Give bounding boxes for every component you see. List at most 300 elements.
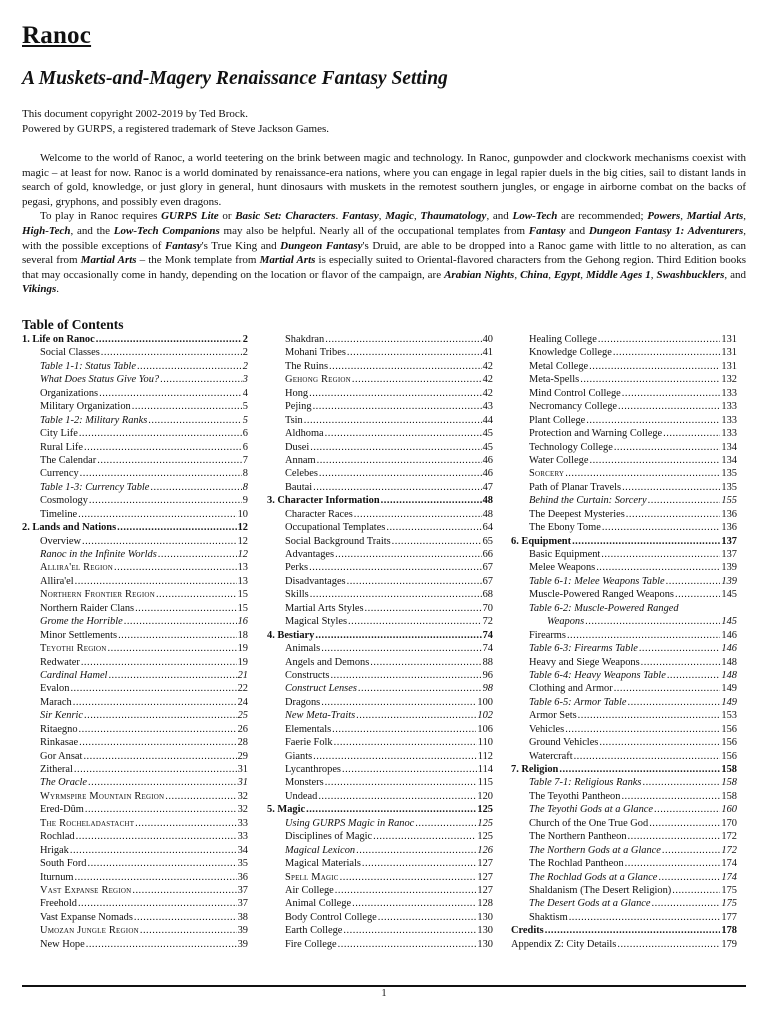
toc-entry[interactable] — [22, 535, 248, 548]
toc-entry-label: What Does Status Give You? — [40, 374, 160, 386]
toc-entry-label: Path of Planar Travels — [529, 481, 622, 493]
toc-entry[interactable] — [267, 602, 493, 615]
toc-entry[interactable] — [22, 373, 248, 386]
toc-leader-dots — [70, 682, 236, 695]
toc-entry-label: Elementals — [285, 723, 332, 735]
toc-entry-label: Ered-Dûm — [40, 804, 84, 816]
toc-leader-dots — [88, 776, 237, 789]
toc-leader-dots — [654, 803, 720, 816]
book-title: Magic — [385, 210, 414, 223]
toc-page-number: 146 — [721, 643, 737, 655]
toc-entry[interactable] — [511, 830, 737, 843]
toc-page-number: 177 — [721, 911, 737, 923]
intro-text: , — [514, 268, 521, 281]
toc-entry[interactable] — [267, 360, 493, 373]
toc-entry[interactable] — [511, 656, 737, 669]
toc-leader-dots — [675, 588, 720, 601]
toc-leader-dots — [641, 656, 721, 669]
toc-leader-dots — [589, 360, 720, 373]
book-title: High-Tech — [22, 224, 71, 237]
toc-entry[interactable] — [267, 871, 493, 884]
toc-page-number: 115 — [477, 777, 493, 789]
toc-entry[interactable] — [267, 481, 493, 494]
toc-entry[interactable] — [22, 629, 248, 642]
toc-entry[interactable] — [22, 467, 248, 480]
toc-leader-dots — [652, 897, 721, 910]
toc-page-number: 6 — [242, 428, 248, 440]
toc-entry[interactable] — [22, 857, 248, 870]
toc-entry[interactable] — [267, 615, 493, 628]
toc-page-number: 158 — [721, 777, 737, 789]
toc-entry[interactable] — [22, 897, 248, 910]
toc-page-number: 48 — [482, 508, 493, 520]
toc-entry[interactable] — [22, 387, 248, 400]
toc-page-number: 158 — [721, 790, 737, 802]
toc-entry[interactable] — [511, 427, 737, 440]
toc-page-number: 130 — [477, 911, 493, 923]
toc-entry[interactable] — [267, 575, 493, 588]
toc-entry[interactable] — [267, 535, 493, 548]
toc-entry[interactable] — [22, 615, 248, 628]
toc-entry[interactable] — [511, 682, 737, 695]
toc-leader-dots — [132, 400, 242, 413]
toc-leader-dots — [156, 588, 237, 601]
toc-entry-label: Timeline — [40, 508, 78, 520]
toc-page-number: 136 — [721, 508, 737, 520]
toc-leader-dots — [325, 333, 481, 346]
toc-entry-label: The Rochlad Pantheon — [529, 858, 624, 870]
toc-entry-label: Magical Materials — [285, 858, 361, 870]
toc-entry-label: Advantages — [285, 549, 335, 560]
toc-entry[interactable] — [267, 750, 493, 763]
toc-entry[interactable] — [22, 548, 248, 561]
toc-entry[interactable] — [22, 669, 248, 682]
book-title: Fantasy — [528, 224, 566, 237]
toc-page-number: 36 — [237, 871, 248, 883]
toc-leader-dots — [335, 884, 477, 897]
toc-entry[interactable] — [511, 803, 737, 816]
toc-entry[interactable] — [511, 508, 737, 521]
toc-entry[interactable] — [267, 844, 493, 857]
toc-entry[interactable] — [511, 790, 737, 803]
toc-page-number: 45 — [482, 428, 493, 440]
toc-entry[interactable] — [22, 427, 248, 440]
toc-entry[interactable] — [511, 454, 737, 467]
toc-entry[interactable] — [511, 897, 737, 910]
toc-entry[interactable] — [267, 588, 493, 601]
toc-entry[interactable] — [22, 588, 248, 601]
toc-leader-dots — [89, 494, 242, 507]
book-title: Egypt — [553, 268, 581, 281]
toc-leader-dots — [309, 387, 482, 400]
toc-entry[interactable] — [22, 508, 248, 521]
toc-entry-label: New Meta-Traits — [285, 710, 356, 722]
toc-entry[interactable] — [267, 454, 493, 467]
toc-entry[interactable] — [22, 441, 248, 454]
toc-entry[interactable] — [267, 642, 493, 655]
toc-entry[interactable] — [511, 669, 737, 682]
toc-page-number: 133 — [721, 428, 737, 440]
toc-page-number: 33 — [237, 817, 248, 829]
toc-entry[interactable] — [267, 817, 493, 830]
toc-entry-label: Aldhoma — [285, 428, 324, 440]
toc-page-number: 44 — [482, 414, 493, 426]
toc-leader-dots — [370, 656, 481, 669]
toc-entry[interactable] — [267, 508, 493, 521]
toc-entry-label: Technology College — [529, 441, 613, 453]
toc-leader-dots — [596, 561, 720, 574]
toc-leader-dots — [80, 467, 242, 480]
toc-entry[interactable] — [267, 521, 493, 534]
toc-entry[interactable] — [511, 333, 737, 346]
toc-entry-label: Giants — [285, 750, 313, 762]
toc-page-number: 148 — [721, 656, 737, 668]
toc-entry[interactable] — [267, 897, 493, 910]
toc-page-number: 127 — [477, 871, 493, 883]
toc-page-number: 149 — [721, 683, 737, 695]
toc-entry-label: Necromancy College — [529, 401, 617, 413]
toc-entry[interactable] — [22, 346, 248, 359]
toc-entry[interactable] — [22, 656, 248, 669]
toc-entry[interactable] — [22, 494, 248, 507]
toc-entry[interactable] — [511, 561, 737, 574]
toc-entry[interactable] — [267, 400, 493, 413]
toc-entry-label: Overview — [40, 535, 81, 547]
toc-entry-label: Undead — [285, 790, 318, 802]
toc-leader-dots — [614, 441, 721, 454]
toc-page-number: 31 — [237, 777, 248, 789]
toc-entry[interactable] — [511, 736, 737, 749]
toc-entry-label: Water College — [529, 454, 589, 466]
toc-leader-dots — [381, 494, 482, 507]
toc-entry-label: Cosmology — [40, 495, 88, 507]
toc-entry[interactable] — [22, 333, 248, 346]
toc-entry[interactable] — [511, 467, 737, 480]
toc-entry[interactable] — [267, 441, 493, 454]
toc-leader-dots — [625, 857, 721, 870]
toc-entry[interactable] — [22, 750, 248, 763]
toc-entry[interactable] — [511, 602, 737, 629]
toc-entry-label: Metal College — [529, 360, 589, 372]
toc-entry[interactable] — [511, 642, 737, 655]
toc-entry[interactable] — [22, 414, 248, 427]
toc-entry[interactable] — [267, 723, 493, 736]
toc-entry[interactable] — [22, 763, 248, 776]
toc-entry[interactable] — [511, 776, 737, 789]
toc-entry[interactable] — [267, 629, 493, 642]
toc-leader-dots — [617, 938, 720, 951]
toc-entry[interactable] — [22, 790, 248, 803]
toc-entry[interactable] — [22, 776, 248, 789]
toc-entry[interactable] — [22, 938, 248, 951]
toc-entry[interactable] — [22, 871, 248, 884]
toc-leader-dots — [602, 521, 721, 534]
toc-leader-dots — [335, 548, 482, 561]
toc-entry[interactable] — [511, 387, 737, 400]
toc-entry[interactable] — [511, 763, 737, 776]
intro-text: , — [548, 268, 554, 281]
copyright-line: This document copyright 2002-2019 by Ted Brock. — [22, 108, 249, 120]
intro-text: , and the — [70, 224, 114, 237]
toc-leader-dots — [310, 441, 481, 454]
toc-entry-label: City Life — [40, 428, 78, 440]
toc-entry-label: Vast Expanse Nomads — [40, 911, 133, 923]
toc-page-number: 174 — [721, 871, 737, 883]
toc-leader-dots — [304, 414, 482, 427]
toc-entry-label: 4. Bestiary — [267, 629, 315, 641]
toc-entry[interactable] — [267, 656, 493, 669]
toc-entry[interactable] — [22, 481, 248, 494]
intro-text: , — [680, 210, 687, 223]
toc-entry[interactable] — [511, 588, 737, 601]
copyright-notice — [22, 107, 329, 137]
toc-entry[interactable] — [267, 548, 493, 561]
toc-entry[interactable] — [511, 938, 737, 951]
toc-entry-label: Vast Expanse Region — [40, 884, 132, 896]
toc-entry[interactable] — [511, 548, 737, 561]
toc-page-number: 131 — [721, 347, 737, 359]
toc-entry[interactable] — [511, 629, 737, 642]
toc-page-number: 18 — [237, 629, 248, 641]
toc-column-3 — [511, 333, 737, 951]
toc-page-number: 110 — [477, 737, 493, 749]
toc-entry[interactable] — [511, 924, 737, 937]
toc-entry-label: Social Background Traits — [285, 535, 391, 547]
intro-text: , with the possible exceptions of — [22, 224, 746, 252]
toc-entry-label: Magical Styles — [285, 616, 348, 628]
toc-entry[interactable] — [511, 441, 737, 454]
toc-entry-label: Faerie Folk — [285, 737, 333, 749]
toc-entry[interactable] — [267, 938, 493, 951]
toc-page-number: 130 — [477, 938, 493, 950]
toc-page-number: 139 — [721, 562, 737, 574]
toc-page-number: 5 — [242, 414, 248, 426]
intro-text: 's Druid, are able to be dropped into a Ranoc game with little to no alteration, as can several from — [22, 239, 746, 267]
toc-page-number: 148 — [721, 669, 737, 681]
toc-entry[interactable] — [511, 817, 737, 830]
toc-page-number: 137 — [721, 535, 737, 547]
toc-entry[interactable] — [511, 575, 737, 588]
toc-leader-dots — [99, 387, 242, 400]
toc-entry[interactable] — [267, 884, 493, 897]
toc-entry[interactable] — [267, 803, 493, 816]
book-title: Martial Arts — [686, 210, 744, 223]
toc-leader-dots — [627, 696, 720, 709]
toc-entry[interactable] — [511, 911, 737, 924]
toc-leader-dots — [310, 588, 482, 601]
toc-entry-label-continued: Weapons — [547, 616, 585, 628]
toc-entry[interactable] — [267, 696, 493, 709]
toc-leader-dots — [565, 467, 720, 480]
toc-page-number: 46 — [482, 454, 493, 466]
toc-entry[interactable] — [511, 871, 737, 884]
toc-entry[interactable] — [511, 373, 737, 386]
toc-leader-dots — [663, 427, 720, 440]
toc-entry[interactable] — [511, 535, 737, 548]
toc-page-number: 160 — [721, 804, 737, 816]
toc-entry[interactable] — [267, 387, 493, 400]
toc-entry-label: Table 6-3: Firearms Table — [529, 643, 638, 655]
toc-leader-dots — [618, 400, 720, 413]
toc-page-number: 102 — [477, 710, 493, 722]
toc-page-number: 15 — [237, 602, 248, 614]
toc-leader-dots — [82, 535, 237, 548]
toc-entry[interactable] — [267, 857, 493, 870]
toc-entry[interactable] — [22, 454, 248, 467]
toc-leader-dots — [378, 911, 477, 924]
toc-leader-dots — [160, 373, 242, 386]
toc-entry-label: Teyothi Region — [40, 643, 107, 655]
toc-page-number: 72 — [482, 616, 493, 628]
toc-leader-dots — [589, 454, 720, 467]
toc-entry[interactable] — [511, 696, 737, 709]
toc-entry[interactable] — [267, 924, 493, 937]
toc-entry-label: Grome the Horrible — [40, 616, 123, 628]
toc-entry[interactable] — [511, 723, 737, 736]
toc-entry[interactable] — [22, 602, 248, 615]
toc-page-number: 170 — [721, 817, 737, 829]
toc-page-number: 134 — [721, 441, 737, 453]
toc-leader-dots — [137, 360, 242, 373]
toc-entry[interactable] — [511, 709, 737, 722]
toc-entry-label: Evalon — [40, 683, 70, 695]
toc-entry[interactable] — [511, 884, 737, 897]
toc-page-number: 156 — [721, 750, 737, 762]
document-title: Ranoc — [22, 22, 92, 49]
toc-entry[interactable] — [267, 790, 493, 803]
toc-entry[interactable] — [267, 561, 493, 574]
toc-entry[interactable] — [22, 723, 248, 736]
toc-entry[interactable] — [511, 360, 737, 373]
toc-entry[interactable] — [511, 400, 737, 413]
toc-leader-dots — [574, 750, 721, 763]
toc-entry[interactable] — [267, 669, 493, 682]
toc-entry-label: Behind the Curtain: Sorcery — [529, 495, 647, 507]
intro-text: may also be helpful. Nearly all of the occupational templates from — [219, 224, 529, 237]
toc-entry[interactable] — [511, 750, 737, 763]
toc-entry[interactable] — [267, 414, 493, 427]
toc-page-number: 128 — [477, 898, 493, 910]
toc-leader-dots — [352, 373, 482, 386]
toc-entry[interactable] — [22, 924, 248, 937]
toc-page-number: 9 — [242, 495, 248, 507]
toc-entry[interactable] — [22, 884, 248, 897]
toc-entry[interactable] — [267, 427, 493, 440]
toc-entry[interactable] — [267, 682, 493, 695]
introduction — [22, 151, 746, 297]
intro-text: . — [56, 283, 59, 296]
toc-entry[interactable] — [22, 696, 248, 709]
toc-page-number: 10 — [237, 508, 248, 520]
toc-entry-label: Angels and Demons — [285, 656, 370, 668]
toc-page-number: 131 — [721, 334, 737, 345]
trademark-line: Powered by GURPS, a registered trademark of Steve Jackson Games. — [22, 123, 330, 135]
toc-leader-dots — [330, 669, 481, 682]
toc-page-number: 42 — [482, 387, 493, 399]
toc-entry[interactable] — [22, 911, 248, 924]
toc-entry[interactable] — [22, 360, 248, 373]
toc-entry[interactable] — [511, 346, 737, 359]
book-title: Middle Ages 1 — [585, 268, 651, 281]
toc-page-number: 96 — [482, 669, 493, 681]
toc-entry-label: 3. Character Information — [267, 495, 380, 507]
page-number: 1 — [381, 988, 387, 999]
intro-text: – the Monk template from — [136, 254, 260, 267]
toc-entry[interactable] — [267, 373, 493, 386]
toc-entry-label: Table 1-2: Military Ranks — [40, 414, 148, 426]
toc-entry[interactable] — [511, 494, 737, 507]
book-title: Fantasy — [342, 210, 379, 223]
toc-page-number: 120 — [477, 790, 493, 802]
toc-entry[interactable] — [267, 911, 493, 924]
toc-entry[interactable] — [22, 830, 248, 843]
toc-leader-dots — [83, 750, 236, 763]
toc-entry-label: Allira'el — [40, 575, 74, 587]
toc-entry[interactable] — [267, 494, 493, 507]
toc-page-number: 133 — [721, 401, 737, 413]
toc-entry-label: Rochlad — [40, 831, 75, 843]
toc-leader-dots — [648, 494, 721, 507]
toc-page-number: 47 — [482, 481, 493, 493]
toc-entry[interactable] — [267, 736, 493, 749]
toc-leader-dots — [585, 615, 720, 628]
toc-entry[interactable] — [22, 803, 248, 816]
toc-entry-label: Plant College — [529, 414, 586, 426]
toc-entry[interactable] — [267, 333, 493, 346]
toc-entry[interactable] — [511, 857, 737, 870]
toc-page-number: 13 — [237, 562, 248, 574]
toc-entry[interactable] — [22, 575, 248, 588]
toc-entry-label: The Desert Gods at a Glance — [529, 898, 651, 910]
toc-entry[interactable] — [267, 776, 493, 789]
toc-page-number: 125 — [477, 831, 493, 843]
toc-entry-label: 1. Life on Ranoc — [22, 334, 95, 345]
toc-leader-dots — [672, 884, 720, 897]
toc-entry[interactable] — [267, 709, 493, 722]
toc-page-number: 8 — [242, 468, 248, 480]
toc-entry-label: Vehicles — [529, 723, 565, 735]
toc-entry[interactable] — [22, 642, 248, 655]
toc-entry[interactable] — [267, 467, 493, 480]
toc-leader-dots — [392, 535, 482, 548]
toc-entry[interactable] — [267, 830, 493, 843]
toc-page-number: 2 — [242, 360, 248, 372]
toc-entry[interactable] — [267, 346, 493, 359]
toc-leader-dots — [78, 897, 237, 910]
toc-page-number: 74 — [482, 629, 493, 641]
toc-entry[interactable] — [22, 521, 248, 534]
toc-entry[interactable] — [511, 844, 737, 857]
toc-entry-label: Gehong Region — [285, 374, 351, 386]
toc-entry[interactable] — [22, 736, 248, 749]
toc-entry[interactable] — [511, 414, 737, 427]
toc-entry[interactable] — [22, 844, 248, 857]
toc-entry[interactable] — [511, 481, 737, 494]
toc-entry[interactable] — [22, 400, 248, 413]
toc-entry[interactable] — [511, 521, 737, 534]
toc-entry[interactable] — [22, 561, 248, 574]
toc-entry[interactable] — [22, 817, 248, 830]
toc-leader-dots — [148, 414, 242, 427]
toc-entry[interactable] — [22, 682, 248, 695]
toc-leader-dots — [356, 709, 476, 722]
toc-page-number: 2 — [242, 347, 248, 359]
toc-entry[interactable] — [267, 763, 493, 776]
toc-leader-dots — [108, 669, 236, 682]
toc-entry[interactable] — [22, 709, 248, 722]
toc-page-number: 32 — [237, 790, 248, 802]
toc-page-number: 175 — [721, 898, 737, 910]
